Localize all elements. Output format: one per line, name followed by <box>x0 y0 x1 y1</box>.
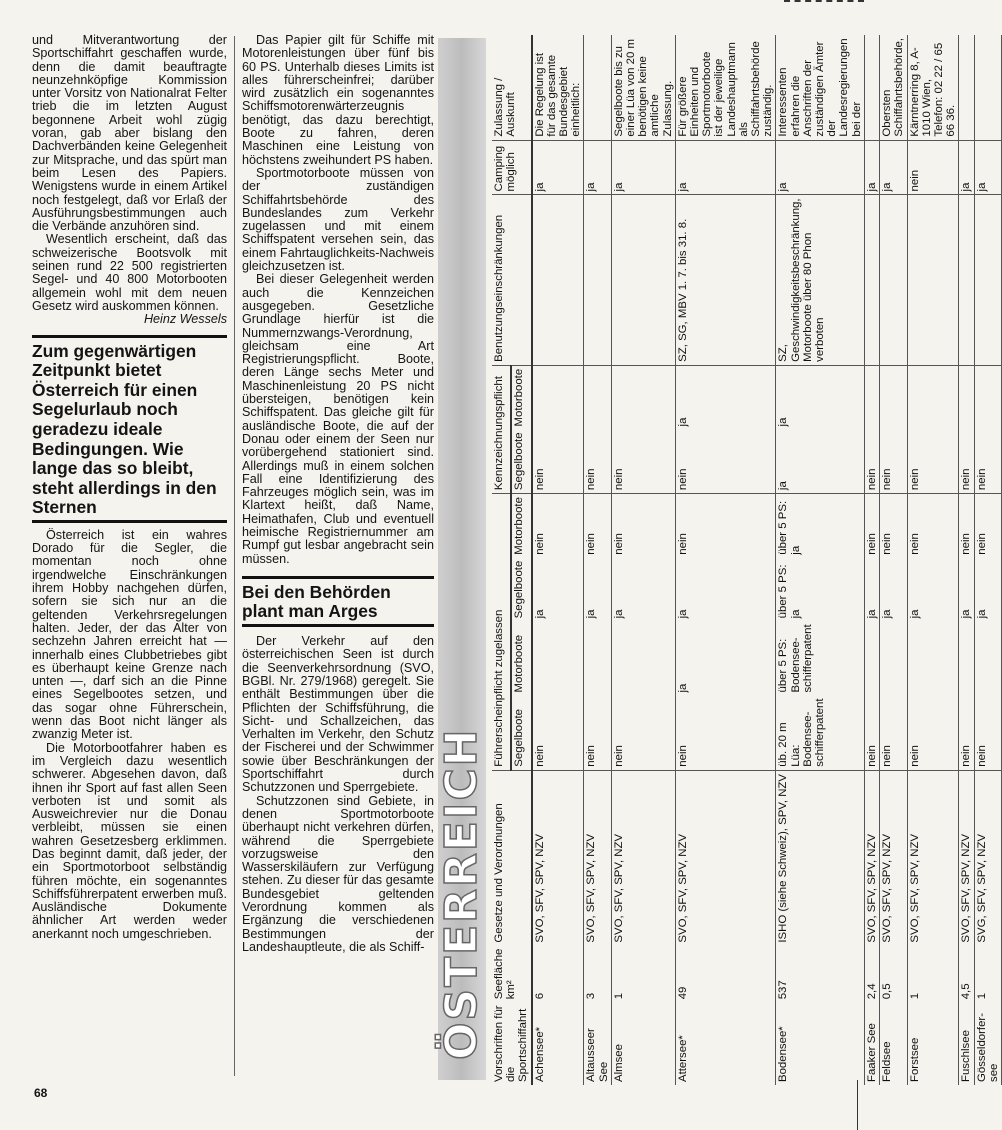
table-cell-laws: SVO, SFV, SPV, NZV <box>864 770 879 945</box>
section-headline: Zum gegenwärtigen Zeitpunkt bietet Österreich für einen Segelurlaub noch geradezu ideale Bedingungen. Wie lange das so bleibt, steht allerdings in den Sternen <box>32 340 217 518</box>
col-header-mark-sail: Segelboote <box>511 429 531 493</box>
col-header-lake: Vorschriften für die Sportschiffahrt <box>492 1002 532 1085</box>
table-header-row <box>492 35 511 1085</box>
table-row <box>907 35 959 1085</box>
table-row <box>959 35 974 1085</box>
table-row <box>864 35 879 1085</box>
table-row <box>776 35 864 1085</box>
table-cell-lake: Gösseldorfer-see <box>974 1002 1001 1085</box>
section-headline: Bei den Behörden plant man Arges <box>242 581 391 622</box>
table-cell-lake: Attersee* <box>675 1002 776 1085</box>
col-header-mark-motor: Motorboote <box>511 365 531 429</box>
table-cell-camping: ja <box>584 140 611 195</box>
table-cell-allow-motor: nein <box>532 494 584 558</box>
article-column-2 <box>242 34 434 954</box>
table-cell-mark-sail: nein <box>532 429 584 493</box>
col-header-lic-motor: Motorboote <box>511 621 531 695</box>
table-cell-lic-sail: nein <box>864 696 879 771</box>
table-cell-lic-motor <box>907 621 959 695</box>
table-cell-area: 1 <box>974 946 1001 1003</box>
table-cell-mark-motor: ja <box>776 365 864 429</box>
table-cell-laws: SVO, SFV, SPV, NZV <box>675 770 776 945</box>
paragraph: und Mitverantwortung der Sportschiffahrt geschaffen wurde, denn die damit beauftragte neunzehnköpfige Kommission unter Vorsitz von Nationalrat Felter trieb die im letzten August begonnene Arbeit wohl zügig voran, gab aber bislang den Dachverbänden keine Gelegenheit zur Mitsprache, und das spürt man beim Lesen des Papiers. Wenigstens wurde in einem Artikel noch festgelegt, daß vor Erlaß der Ausführungsbestimmungen auch die Verbände anzuhören sind. <box>32 33 227 234</box>
table-cell-lic-motor <box>864 621 879 695</box>
article-column-1 <box>32 34 227 941</box>
table-cell-lic-motor <box>611 621 675 695</box>
table-cell-laws: SVO, SFV, SPV, NZV <box>532 770 584 945</box>
table-cell-allow-motor: nein <box>611 494 675 558</box>
paragraph: Sportmotorboote müssen von der zuständigen Schiffahrtsbehörde des Bundeslandes zum Verkehr zugelassen und mit einem Schiffspatent versehen sein, das einem Fahrtauglichkeits-Nachweis gleichzusetzen ist. <box>242 165 434 274</box>
table-cell-lic-sail: nein <box>880 696 907 771</box>
table-cell-lic-sail: nein <box>584 696 611 771</box>
column-divider <box>234 36 235 1076</box>
table-cell-allow-sail: ja <box>907 558 959 622</box>
table-cell-mark-sail: nein <box>675 429 776 493</box>
table-cell-restrictions <box>880 195 907 365</box>
table-cell-area: 537 <box>776 946 864 1003</box>
table-cell-allow-motor: nein <box>584 494 611 558</box>
table-cell-mark-motor <box>584 365 611 429</box>
paragraph: Die Motorbootfahrer haben es im Vergleich dazu wesentlich schwerer. Abgesehen davon, daß ihnen ihr Sport auf fast allen Seen verboten ist und somit als Ausweichrevier nur die Donau verbleibt, müssen sie einen wahren Gesetzesberg erklimmen. Das beginnt damit, daß jeder, der ein Sportmotorboot selbständig führen möchte, ein sogenanntes Schiffsführerpatent erwerben muß. Ausländische Dokumente ähnlicher Art werden weder anerkannt noch umgeschrieben. <box>32 740 227 941</box>
table-cell-restrictions: SZ, Geschwindigkeitsbeschränkung, Motorboote über 80 Phon verboten <box>776 195 864 365</box>
table-cell-info: Für größere Einheiten und Sportmotorboote ist der jeweilige Landeshauptmann als Schiffahrtsbehörde zuständig. <box>675 35 776 140</box>
table-cell-lake: Fuschlsee <box>959 1002 974 1085</box>
table-cell-lic-motor <box>880 621 907 695</box>
table-cell-lake: Forstsee <box>907 1002 959 1085</box>
table-cell-lic-sail: üb. 20 m Lüa: Bodensee-schifferpatent <box>776 696 864 771</box>
table-cell-lic-sail: nein <box>974 696 1001 771</box>
col-header-restrictions: Benutzungseinschränkungen <box>492 195 532 365</box>
table-cell-mark-motor <box>880 365 907 429</box>
table-row <box>974 35 1001 1085</box>
table-cell-area: 3 <box>584 946 611 1003</box>
crop-marks <box>784 0 864 5</box>
table-row <box>611 35 675 1085</box>
table-cell-info <box>959 35 974 140</box>
paragraph: Das Papier gilt für Schiffe mit Motorenleistungen über fünf bis 60 PS. Unterhalb dieses Limits ist alles führerscheinfrei; darüber wird zusätzlich ein sogenanntes Schiffsmotorenwärterzeugnis benötigt, das dazu berechtigt, Boote zu fahren, deren Maschinen eine Leistung von höchstens zweihundert PS haben. <box>242 33 434 167</box>
table-cell-restrictions <box>907 195 959 365</box>
table-cell-mark-sail: nein <box>974 429 1001 493</box>
table-cell-lic-sail: nein <box>611 696 675 771</box>
table-cell-laws: ISHO (siehe Schweiz), SPV, NZV <box>776 770 864 945</box>
table-cell-restrictions <box>584 195 611 365</box>
col-header-area: Seefläche km² <box>492 946 532 1003</box>
table-cell-lic-motor <box>974 621 1001 695</box>
table-cell-allow-sail: ja <box>974 558 1001 622</box>
table-cell-allow-motor: nein <box>880 494 907 558</box>
table-cell-allow-motor: nein <box>907 494 959 558</box>
table-cell-restrictions <box>864 195 879 365</box>
table-cell-restrictions <box>611 195 675 365</box>
table-row <box>532 35 584 1085</box>
table-cell-lake: Feldsee <box>880 1002 907 1085</box>
table-cell-allow-motor: nein <box>959 494 974 558</box>
table-cell-camping: ja <box>864 140 879 195</box>
col-header-allow-motor: Motorboote <box>511 494 531 558</box>
table-cell-camping: ja <box>880 140 907 195</box>
table-cell-laws: SVO, SFV, SPV, NZV <box>959 770 974 945</box>
table-cell-camping: ja <box>776 140 864 195</box>
col-header-camping: Camping möglich <box>492 140 532 195</box>
table-cell-laws: SVO, SFV, SPV, NZV <box>611 770 675 945</box>
table-cell-mark-motor <box>532 365 584 429</box>
table-cell-lic-motor <box>584 621 611 695</box>
table-cell-allow-sail: ja <box>880 558 907 622</box>
table-cell-restrictions <box>974 195 1001 365</box>
headline-box <box>242 576 434 627</box>
table-cell-lake: Bodensee* <box>776 1002 864 1085</box>
table-cell-area: 4,5 <box>959 946 974 1003</box>
paragraph: Österreich ist ein wahres Dorado für die Segler, die momentan noch ohne irgendwelche Einschränkungen ihrem Hobby nachgehen dürfen, sofern sie sich nur an die geltenden Verkehrsregelungen halten. Jeder, der das Alter von sechzehn Jahren erreicht hat — innerhalb eines Clubbetriebes gibt es überhaupt keine Grenze nach unten —, darf sich an die Pinne eines Segelbootes setzen, und das sogar ohne Führerschein, wenn das Boot nicht länger als zwanzig Meter ist. <box>32 527 227 742</box>
paragraph: Der Verkehr auf den österreichischen Seen ist durch die Seenverkehrsordnung (SVO, BGBl. Nr. 279/1968) geregelt. Sie enthält Bestimmungen über die Pflichten der Schiffsführung, die Sicht- und Schallzeichen, das Verhalten im Verkehr, den Schutz der Fischerei und der Schwimmer sowie über Beschränkungen der Sportschiffahrt durch Schutzzonen und Sperrgebiete. <box>242 634 434 795</box>
table-cell-laws: SVO, SFV, SPV, NZV <box>880 770 907 945</box>
table-cell-lic-motor <box>959 621 974 695</box>
table-cell-laws: SVO, SFV, SPV, NZV <box>584 770 611 945</box>
table-cell-area: 1 <box>611 946 675 1003</box>
col-header-allow-sail: Segelboote <box>511 558 531 622</box>
table-cell-restrictions <box>532 195 584 365</box>
table-cell-mark-sail: nein <box>880 429 907 493</box>
table-cell-area: 49 <box>675 946 776 1003</box>
table-cell-mark-motor <box>974 365 1001 429</box>
table-cell-camping: ja <box>532 140 584 195</box>
table-cell-camping: ja <box>611 140 675 195</box>
paragraph: Bei dieser Gelegenheit werden auch die Kennzeichen ausgegeben. Gesetzliche Grundlage hierfür ist die Nummernzwangs-Verordnung, gleichsam eine Art Registrierungspflicht. Boote, deren Länge sechs Meter und Maschinenleistung 20 PS nicht übersteigen, benötigen kein Schiffspatent. Das gleiche gilt für ausländische Boote, die auf der Donau oder einem der Seen nur vorübergehend stationiert sind. Allerdings muß in einem solchen Fall eine Identifizierung des Fahrzeuges möglich sein, was im Klartext heißt, daß Name, Heimathafen, Club und eventuell heimische Registriernummer am Rumpf gut lesbar angebracht sein müssen. <box>242 272 434 566</box>
table-cell-allow-sail: ja <box>864 558 879 622</box>
table-cell-camping: nein <box>907 140 959 195</box>
table-cell-area: 6 <box>532 946 584 1003</box>
table-cell-info <box>974 35 1001 140</box>
col-header-license-group: Führerscheinpflicht zugelassen <box>492 494 511 771</box>
col-header-lic-sail: Segelboote <box>511 696 531 771</box>
country-band-label: ÖSTERREICH <box>436 727 487 1060</box>
table-cell-restrictions <box>959 195 974 365</box>
table-cell-mark-motor <box>864 365 879 429</box>
table-cell-camping: ja <box>974 140 1001 195</box>
table-cell-allow-motor: über 5 PS: ja <box>776 494 864 558</box>
table-cell-lake: Achensee* <box>532 1002 584 1085</box>
table-cell-area: 0,5 <box>880 946 907 1003</box>
table-cell-lake: Almsee <box>611 1002 675 1085</box>
table-cell-mark-sail: nein <box>584 429 611 493</box>
table-cell-mark-sail: nein <box>611 429 675 493</box>
table-cell-allow-motor: nein <box>675 494 776 558</box>
table-cell-area: 1 <box>907 946 959 1003</box>
col-header-laws: Gesetze und Verordnungen <box>492 770 532 945</box>
regulations-table <box>492 35 1000 1085</box>
table-cell-allow-sail: ja <box>611 558 675 622</box>
paragraph: Wesentlich erscheint, daß das schweizerische Bootsvolk mit seinen rund 22 500 registrierten Segel- und 40 800 Motorbooten allgemein wohl mit dem neuen Gesetz wird auskommen können. <box>32 232 227 313</box>
table-cell-lic-sail: nein <box>959 696 974 771</box>
table-cell-allow-motor: nein <box>974 494 1001 558</box>
table-cell-mark-motor <box>611 365 675 429</box>
table-cell-camping: ja <box>675 140 776 195</box>
table-cell-lic-motor <box>532 621 584 695</box>
col-header-info: Zulassung / Auskunft <box>492 35 532 140</box>
table-cell-info: Segelboote bis zu einer Lüa von 20 m benötigen keine amtliche Zulassung. <box>611 35 675 140</box>
table-cell-info: Kärntnerring 8, A-1010 Wien, Telefon: 02 22 / 65 66 36. <box>907 35 959 140</box>
table-cell-mark-sail: nein <box>907 429 959 493</box>
table-cell-camping: ja <box>959 140 974 195</box>
table-cell-lake: Faaker See <box>864 1002 879 1085</box>
table-row <box>880 35 907 1085</box>
table-cell-lic-sail: nein <box>532 696 584 771</box>
table-cell-info <box>864 35 879 140</box>
table-cell-laws: SVO, SFV, SPV, NZV <box>907 770 959 945</box>
table-cell-lic-sail: nein <box>675 696 776 771</box>
table-cell-laws: SVG, SFV, SPV, NZV <box>974 770 1001 945</box>
table-cell-info: Interessenten erfahren die Anschriften der zuständigen Ämter der Landesregierungen bei der <box>776 35 864 140</box>
table-cell-mark-sail: nein <box>959 429 974 493</box>
table-cell-allow-sail: über 5 PS: ja <box>776 558 864 622</box>
table-cell-mark-sail: nein <box>864 429 879 493</box>
table-row <box>584 35 611 1085</box>
table-cell-allow-motor: nein <box>864 494 879 558</box>
col-header-marking-group: Kennzeichnungspflicht <box>492 365 511 493</box>
page-number: 68 <box>34 1086 48 1100</box>
table-cell-mark-motor: ja <box>675 365 776 429</box>
table-cell-allow-sail: ja <box>584 558 611 622</box>
paragraph: Schutzzonen sind Gebiete, in denen Sportmotorboote überhaupt nicht verkehren dürfen, während die Sperrgebiete vorzugsweise den Wasserskiläufern zur Verfügung stehen. Zu dieser für das gesamte Bundesgebiet geltenden Verordnung kommen als Ergänzung die verschiedenen Bestimmungen der Landeshauptleute, die als Schiff- <box>242 793 434 954</box>
table-cell-lic-motor: über 5 PS: Bodensee-schifferpatent <box>776 621 864 695</box>
author-signature: Heinz Wessels <box>143 312 227 327</box>
table-cell-mark-motor <box>959 365 974 429</box>
page-edge-mark <box>857 1080 858 1130</box>
headline-box <box>32 335 227 523</box>
table-cell-allow-sail: ja <box>959 558 974 622</box>
table-cell-lic-sail: nein <box>907 696 959 771</box>
table-cell-info: Obersten Schiffahrtsbehörde, <box>880 35 907 140</box>
table-cell-info: Die Regelung ist für das gesamte Bundesgebiet einheitlich: <box>532 35 584 140</box>
table-row <box>675 35 776 1085</box>
table-cell-lake: Altausseer See <box>584 1002 611 1085</box>
table-cell-mark-motor <box>907 365 959 429</box>
table-cell-area: 2,4 <box>864 946 879 1003</box>
table-cell-allow-sail: ja <box>532 558 584 622</box>
table-cell-allow-sail: ja <box>675 558 776 622</box>
table-cell-info <box>584 35 611 140</box>
table-cell-lic-motor: ja <box>675 621 776 695</box>
table-cell-restrictions: SZ, SG, MBV 1. 7. bis 31. 8. <box>675 195 776 365</box>
table-cell-mark-sail: ja <box>776 429 864 493</box>
